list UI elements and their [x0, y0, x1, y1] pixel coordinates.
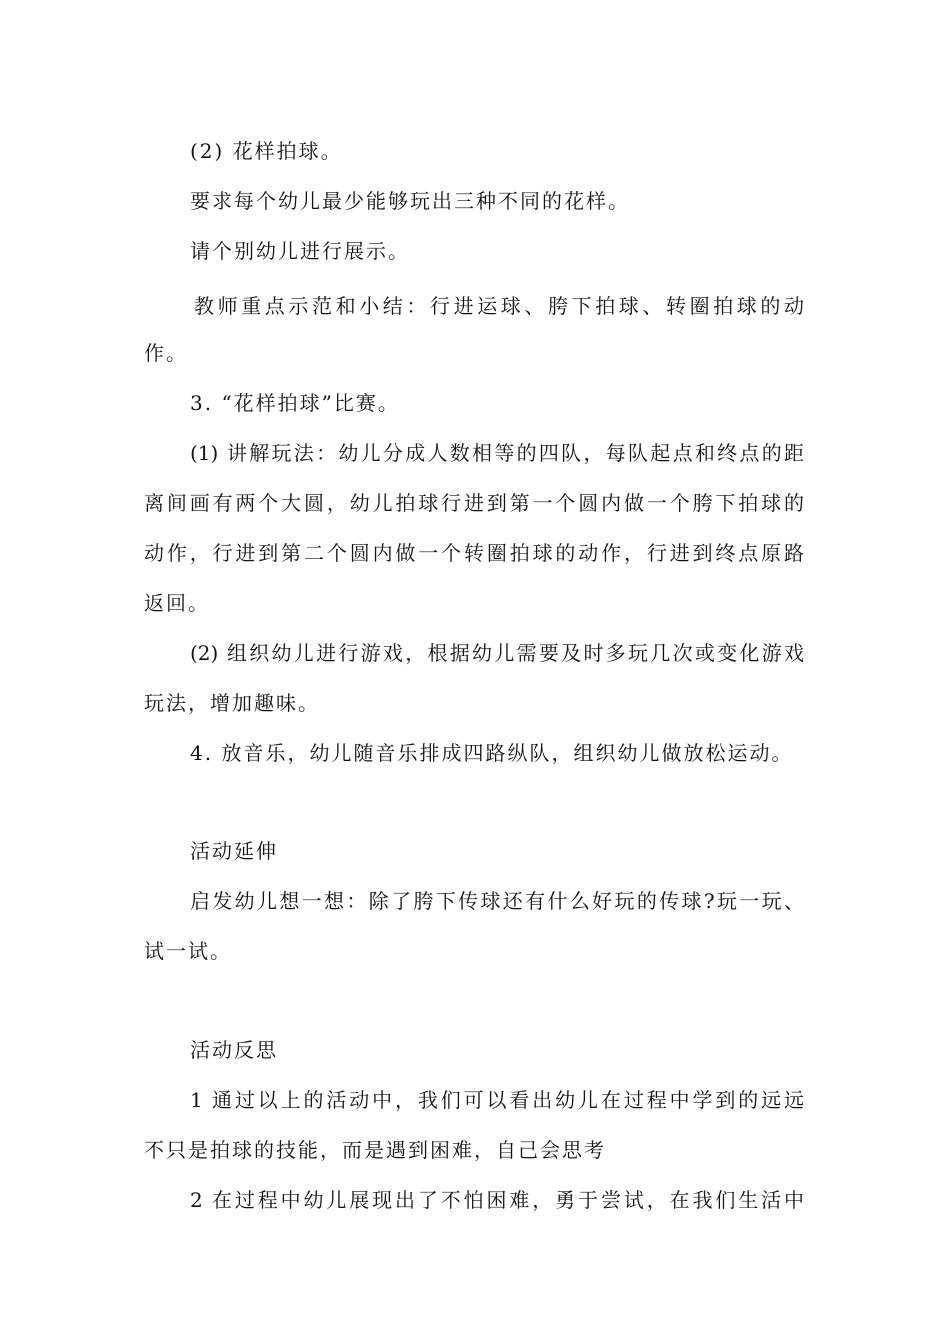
paragraph-line: 动作，行进到第二个圆内做一个转圈拍球的动作，行进到终点原路 [144, 541, 804, 565]
paragraph-line: 试一试。 [144, 939, 232, 963]
section-heading-extension: 活动延伸 [190, 839, 278, 863]
paragraph-line: 不只是拍球的技能，而是遇到困难，自己会思考 [144, 1138, 606, 1162]
paragraph-line: 启发幼儿想一想：除了胯下传球还有什么好玩的传球?玩一玩、 [190, 889, 804, 913]
paragraph-line: (1) 讲解玩法：幼儿分成人数相等的四队，每队起点和终点的距 [190, 441, 804, 465]
paragraph-line: 离间画有两个大圆，幼儿拍球行进到第一个圆内做一个胯下拍球的 [144, 491, 804, 515]
paragraph-line: 1 通过以上的活动中，我们可以看出幼儿在过程中学到的远远 [190, 1088, 804, 1112]
section-heading-competition: 3. “花样拍球”比赛。 [190, 391, 400, 415]
subsection-heading-fancy-bounce: (2) 花样拍球。 [190, 139, 343, 163]
paragraph-line: 返回。 [144, 591, 210, 615]
section-heading-reflection: 活动反思 [190, 1038, 278, 1062]
paragraph-line: (2) 组织幼儿进行游戏，根据幼儿需要及时多玩几次或变化游戏 [190, 641, 804, 665]
paragraph-line: 玩法，增加趣味。 [144, 691, 320, 715]
paragraph-line: 要求每个幼儿最少能够玩出三种不同的花样。 [190, 189, 630, 213]
paragraph-line: 4. 放音乐，幼儿随音乐排成四路纵队，组织幼儿做放松运动。 [190, 741, 794, 765]
paragraph-line: 请个别幼儿进行展示。 [190, 239, 410, 263]
paragraph-line: 2 在过程中幼儿展现出了不怕困难，勇于尝试，在我们生活中 [190, 1188, 804, 1212]
paragraph-line: 作。 [144, 341, 188, 365]
paragraph-line: 教师重点示范和小结：行进运球、胯下拍球、转圈拍球的动 [194, 294, 804, 318]
